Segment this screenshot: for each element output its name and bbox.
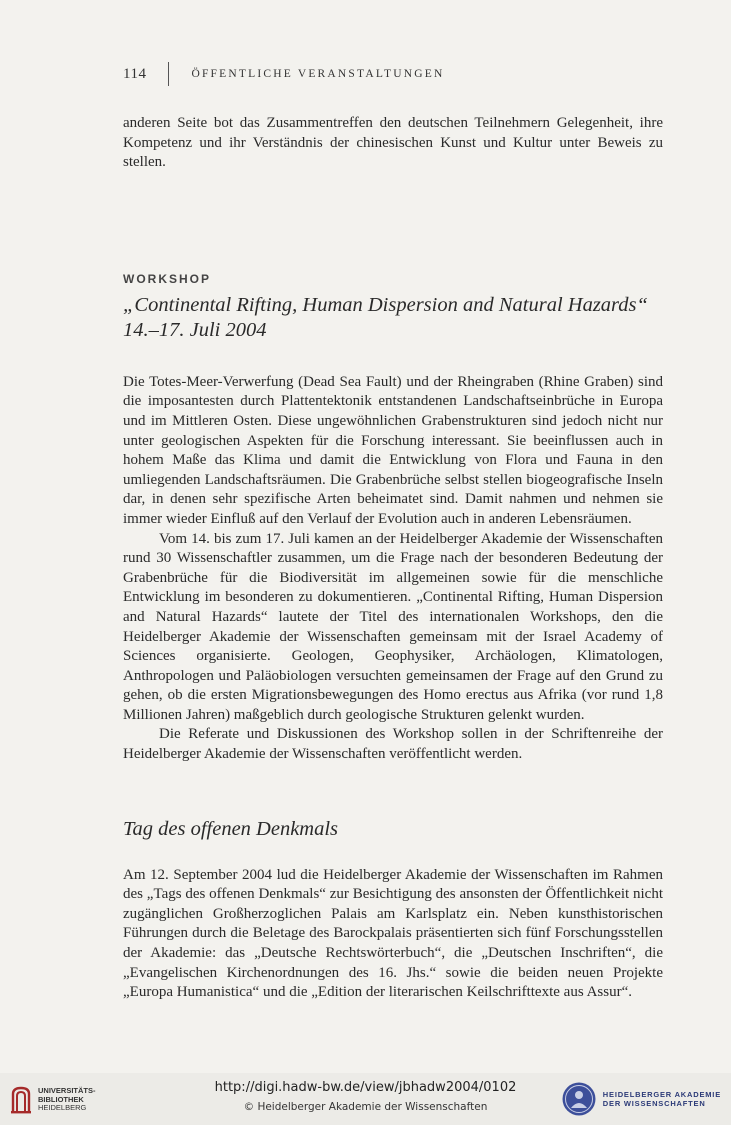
workshop-paragraph-3: Die Referate und Diskussionen des Workshop sollen in der Schriftenreihe der Heidelberger Akademie der Wissenschaften veröffentlicht werden. [123, 726, 663, 763]
running-head: ÖFFENTLICHE VERANSTALTUNGEN [191, 68, 445, 80]
digitization-footer [0, 1073, 731, 1125]
workshop-title [123, 293, 663, 343]
workshop-paragraph-1: Die Totes-Meer-Verwerfung (Dead Sea Fault) und der Rheingraben (Rhine Graben) sind die imposantesten durch Plattentektonik entstandenen Landschaftseinbrüche in Europa und im Mittleren Osten. Diese ungewöhnlichen Grabenstrukturen sind jedoch nicht nur unter geologischen Aspekten für die Forschung interessant. Sie beeinflussen auch in hohem Maße das Klima und damit die Entwicklung von Flora und Fauna in den umliegenden Landschaftsräumen. Die Grabenbrüche selbst stellen biogeografische Inseln dar, in denen sehr spezifische Arten beheimatet sind. Damit nahmen und nehmen sie immer wieder Einfluß auf den Verlauf der Evolution auch in anderen Lebensräumen. [123, 373, 663, 527]
denkmal-title: Tag des offenen Denkmals [123, 817, 339, 840]
workshop-body [123, 373, 663, 765]
page-number: 114 [123, 65, 147, 82]
workshop-kicker: WORKSHOP [123, 271, 211, 286]
academy-logo-block[interactable] [561, 1081, 721, 1117]
denkmal-body [123, 866, 663, 1003]
header-divider [168, 62, 169, 86]
permalink-url[interactable]: http://digi.hadw-bw.de/view/jbhadw2004/0102 [214, 1080, 517, 1095]
academy-line-1: HEIDELBERGER AKADEMIE [602, 1089, 721, 1099]
workshop-title-dates: 14.–17. Juli 2004 [123, 318, 267, 341]
intro-paragraph: anderen Seite bot das Zusammentreffen den deutschen Teilnehmern Gelegenheit, ihre Kompetenz und ihr Verständnis der chinesischen Kunst und Kultur unter Beweis zu stellen. [123, 115, 663, 171]
denkmal-paragraph: Am 12. September 2004 lud die Heidelberger Akademie der Wissenschaften im Rahmen des „Tags des offenen Denkmals“ zur Besichtigung des ansonsten der Öffentlichkeit nicht zugänglichen Großherzoglichen Palais am Karlsplatz ein. Neben kunsthistorischen Führungen durch die Beletage des Barockpalais präsentierten sich fünf Forschungsstellen der Akademie: das „Deutsche Rechtswörterbuch“, die „Deutschen Inschriften“, die „Evangelischen Kirchenordnungen des 16. Jhs.“ sowie die beiden neuen Projekte „Europa Humanistica“ und die „Edition der literarischen Keilschrifttexte aus Assur“. [123, 866, 663, 1001]
page-header [123, 62, 444, 86]
library-line-1: UNIVERSITÄTS- [38, 1086, 96, 1096]
workshop-title-line1: „Continental Rifting, Human Dispersion and Natural Hazards“ [123, 293, 648, 316]
workshop-paragraph-2: Vom 14. bis zum 17. Juli kamen an der Heidelberger Akademie der Wissenschaften rund 30 Wissenschaftler zusammen, um die Frage nach der besonderen Bedeutung der Grabenbrüche für die Biodiversität im allgemeinen sowie für die menschliche Entwicklung im besonderen zu dokumentieren. „Continental Rifting, Human Dispersion and Natural Hazards“ lautete der Titel des internationalen Workshops, den die Heidelberger Akademie der Wissenschaften gemeinsam mit der Israel Academy of Sciences organisierte. Geologen, Geophysiker, Archäologen, Klimatologen, Anthropologen und Paläobiologen versuchten gemeinsamen der Frage auf den Grund zu gehen, ob die ersten Migrationsbewegungen des Homo erectus aus Afrika (vor rund 1,8 Millionen Jahren) maßgeblich durch geologische Strukturen gelenkt wurden. [123, 530, 663, 723]
library-line-3: HEIDELBERG [38, 1103, 87, 1113]
copyright-notice: © Heidelberger Akademie der Wissenschaften [243, 1101, 488, 1113]
academy-line-2: DER WISSENSCHAFTEN [602, 1099, 706, 1108]
library-line-2: BIBLIOTHEK [38, 1094, 84, 1104]
page-content [123, 114, 663, 1003]
academy-seal-icon [561, 1081, 597, 1117]
academy-name [603, 1090, 721, 1109]
